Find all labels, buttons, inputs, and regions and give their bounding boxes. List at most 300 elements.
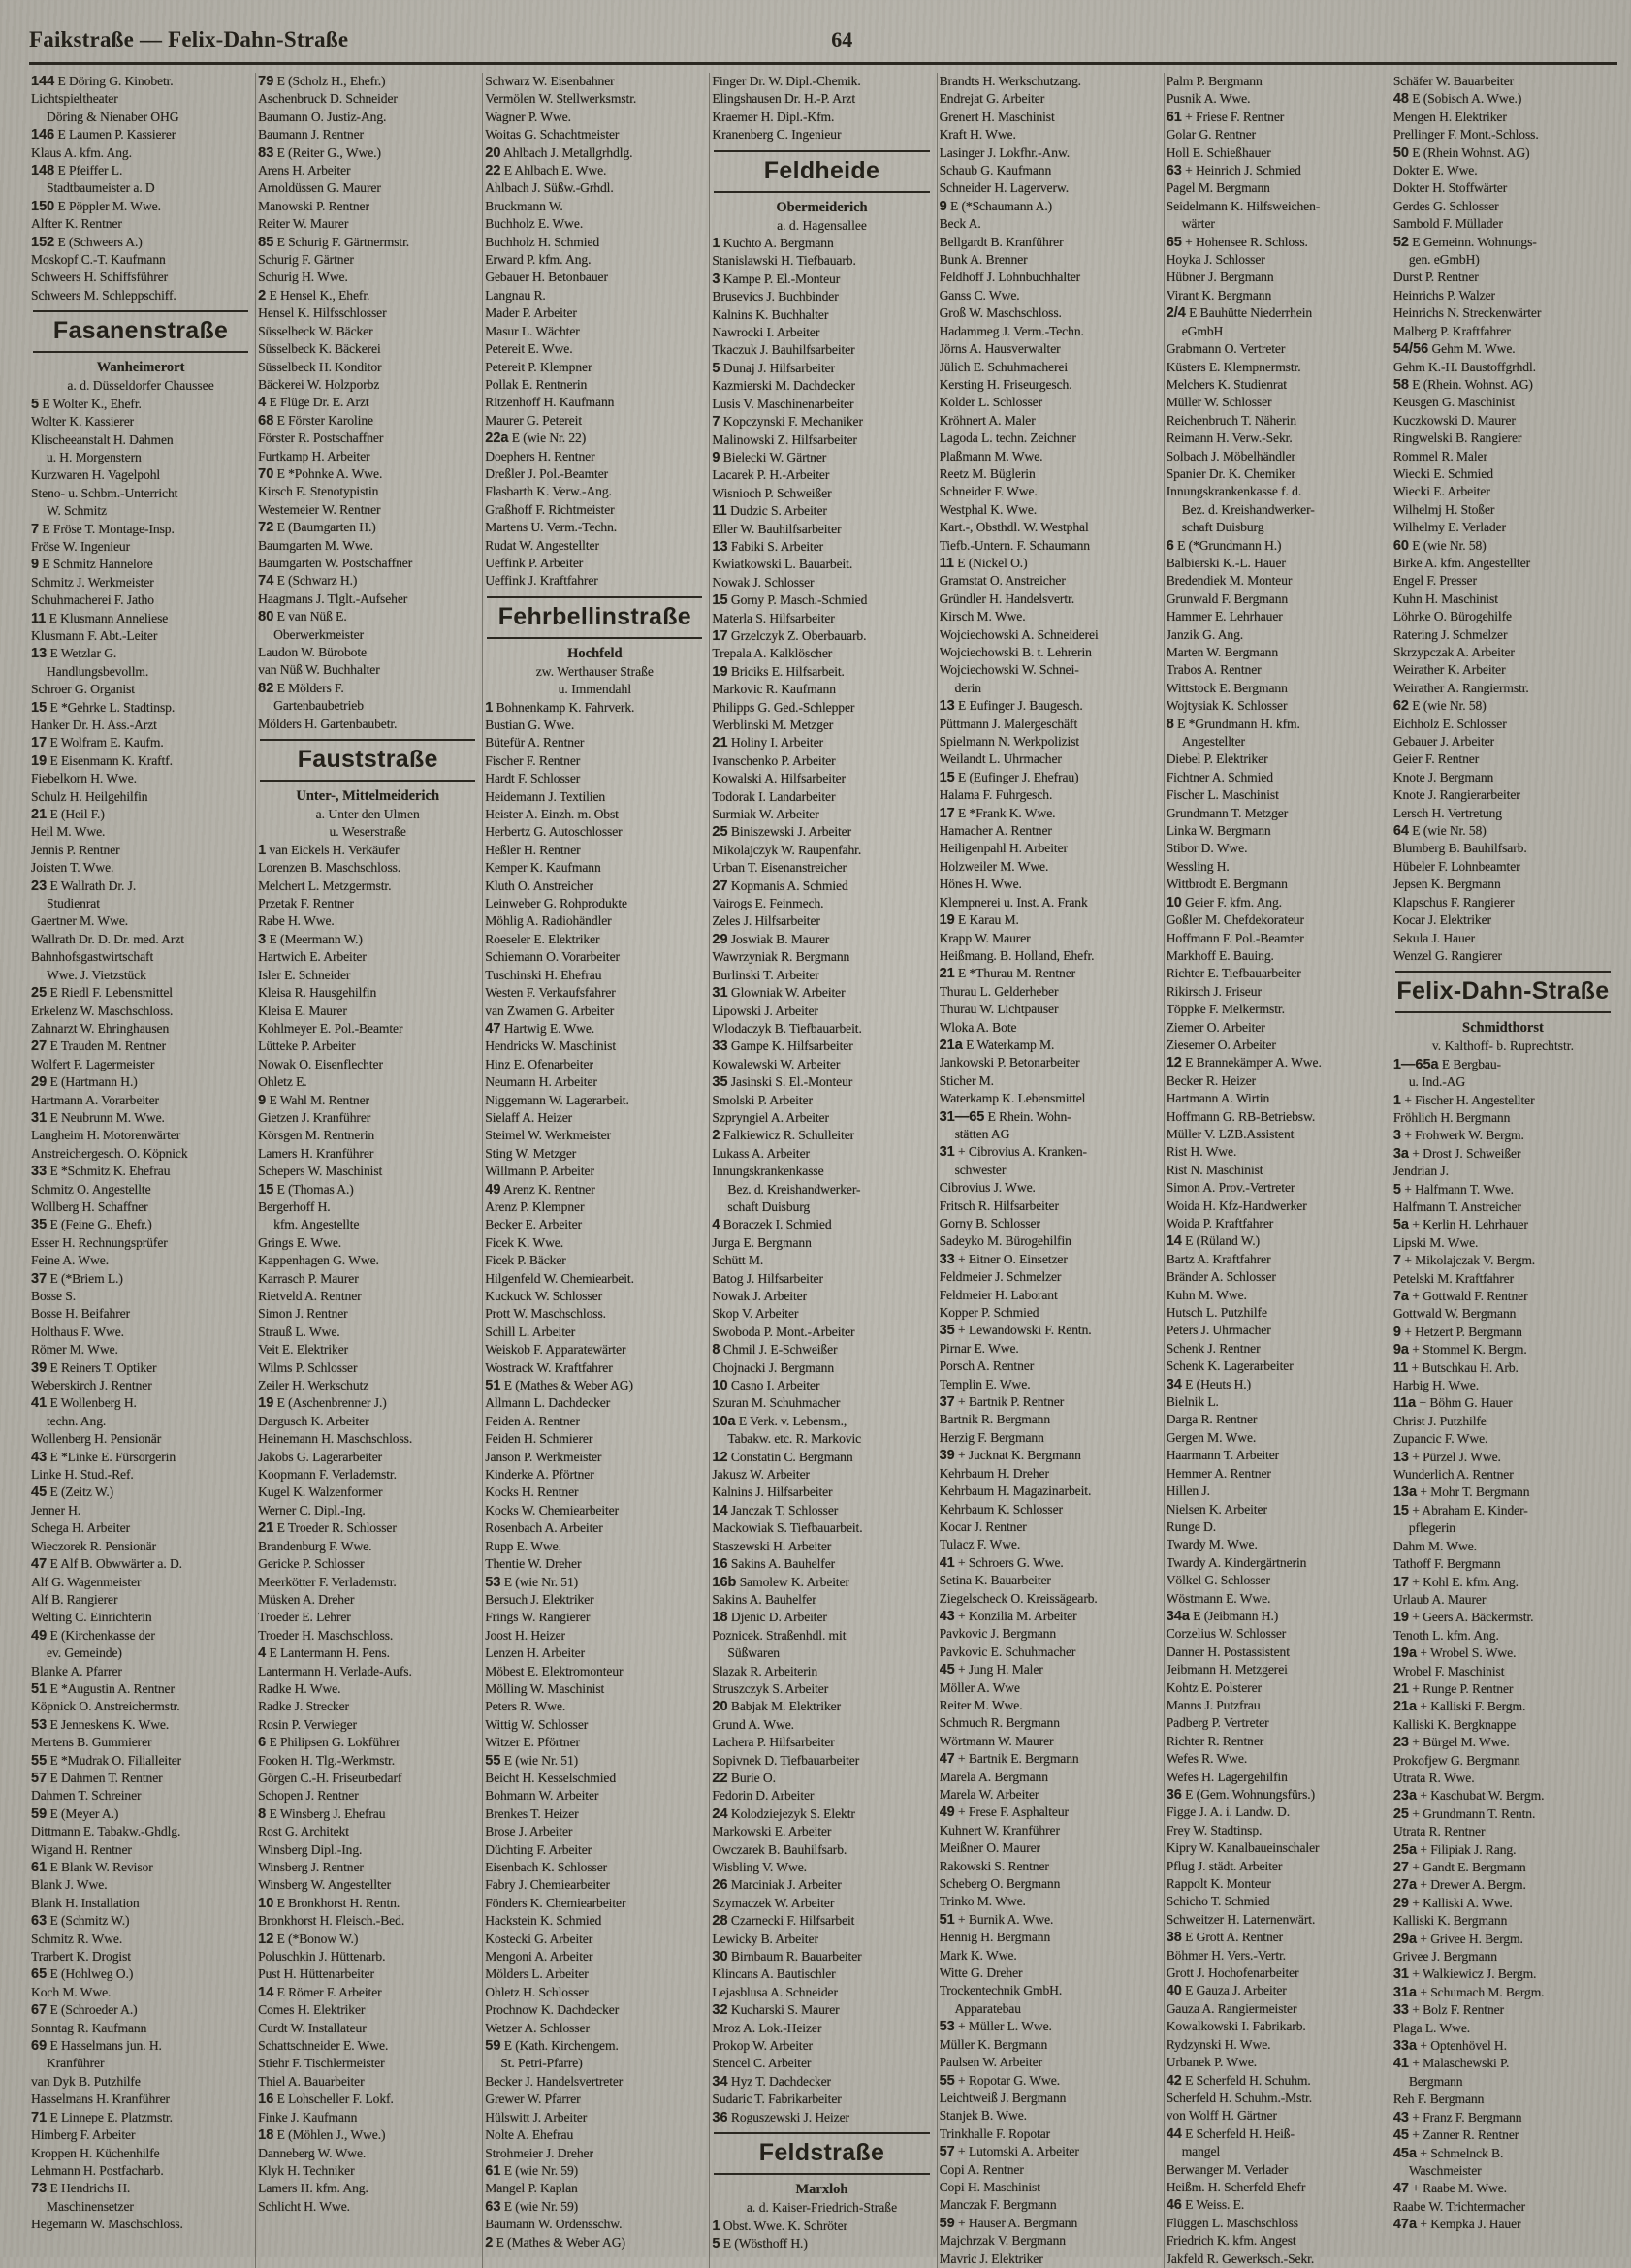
house-number: 5 <box>31 396 40 412</box>
entry-line: Feiden H. Schmierer <box>485 1431 593 1447</box>
entry-line: 2 E Hensel K., Ehefr. <box>258 287 370 303</box>
entry-line: Alfter K. Rentner <box>31 216 122 232</box>
entry-line: 69 E Hasselmans jun. H. <box>31 2038 162 2055</box>
entry-line: Schwarz W. Eisenbahner <box>485 74 615 88</box>
entry-line: Ziesemer O. Arbeiter <box>1166 1037 1276 1052</box>
entry-line: Mölders L. Arbeiter <box>485 1966 589 1982</box>
house-number: 65 <box>1166 234 1182 250</box>
house-number: 31—65 <box>939 1108 985 1125</box>
house-number: 29 <box>1392 1895 1409 1911</box>
entry-line: 11 + Butschkau H. Arb. <box>1392 1359 1519 1376</box>
house-number: 67 <box>31 2002 48 2019</box>
entry-line: 6 E Philipsen G. Lokführer <box>258 1735 400 1751</box>
entry-line: 11a + Böhm G. Hauer <box>1392 1395 1513 1412</box>
house-number: 2 <box>258 287 267 303</box>
house-number: 16 <box>258 2092 274 2108</box>
house-number: 59 <box>939 2215 955 2231</box>
entry-continuation: mangel <box>1181 2144 1221 2159</box>
entry-line: 37 E (*Briem L.) <box>31 1270 123 1287</box>
house-number: 10 <box>712 1378 728 1394</box>
entry-line: 43 + Franz F. Bergmann <box>1392 2109 1522 2125</box>
entry-line: Feldhoff J. Lohnbuchhalter <box>939 270 1081 285</box>
entry-line: Pavkovic J. Bergmann <box>939 1626 1057 1642</box>
entry-line: Copi H. Maschinist <box>939 2179 1040 2194</box>
house-number: 37 <box>31 1270 48 1287</box>
house-number: 1 <box>712 2218 720 2234</box>
house-number: 46 <box>1166 2197 1182 2214</box>
entry-line: Tathoff F. Bergmann <box>1392 1556 1501 1572</box>
entry-line: Spielmann N. Werkpolizist <box>939 734 1080 750</box>
entry-line: Wöstmann E. Wwe. <box>1166 1590 1271 1606</box>
street-location-note: a. d. Hagensallee <box>777 217 867 233</box>
house-number: 11 <box>712 503 727 520</box>
entry-line: Mangel P. Kaplan <box>485 2181 578 2196</box>
entry-line: 45 E (Zeitz W.) <box>31 1485 114 1501</box>
entry-line: Mikolajczyk W. Raupenfahr. <box>712 842 862 857</box>
entry-line: Trabos A. Rentner <box>1166 662 1262 678</box>
entry-line: Mengen H. Elektriker <box>1392 109 1507 124</box>
house-number: 41 <box>939 1554 955 1571</box>
entry-line: Nowak J. Arbeiter <box>712 1289 808 1303</box>
house-number: 7a <box>1392 1289 1409 1304</box>
entry-line: Diebel P. Elektriker <box>1166 751 1268 767</box>
street-location-note: a. d. Düsseldorfer Chaussee <box>67 378 214 394</box>
entry-line: Manowski P. Rentner <box>258 198 369 213</box>
entry-continuation: techn. Ang. <box>47 1413 107 1428</box>
entry-line: Mader P. Arbeiter <box>485 305 577 321</box>
house-number: 44 <box>1166 2125 1182 2142</box>
entry-line: Sonntag R. Kaufmann <box>31 2020 147 2035</box>
entry-line: Witzer E. Pförtner <box>485 1735 580 1750</box>
entry-line: Petereit P. Klempner <box>485 359 592 374</box>
street-location-note: v. Kalthoff- b. Ruprechtstr. <box>1431 1038 1574 1054</box>
entry-line: Grivee J. Bergmann <box>1392 1949 1497 1965</box>
entry-line: Mölling W. Maschinist <box>485 1680 605 1696</box>
house-number: 17 <box>1392 1574 1409 1590</box>
entry-line: 7 + Mikolajczak V. Bergm. <box>1392 1253 1536 1269</box>
entry-line: 31 + Cibrovius A. Kranken- <box>939 1144 1087 1161</box>
entry-line: Frey W. Stadtinsp. <box>1166 1822 1263 1837</box>
entry-line: Klempnerei u. Inst. A. Frank <box>939 894 1088 910</box>
entry-line: Thentie W. Dreher <box>485 1556 582 1572</box>
entry-line: Kwiatkowski L. Bauarbeit. <box>712 557 853 572</box>
entry-line: Bronkhorst H. Fleisch.-Bed. <box>258 1913 405 1929</box>
street-heading: Felix-Dahn-Straße <box>1395 971 1611 1013</box>
entry-line: Heißm. H. Scherfeld Ehefr <box>1166 2179 1306 2194</box>
entry-line: Görgen C.-H. Friseurbedarf <box>258 1770 402 1785</box>
house-number: 10a <box>712 1413 736 1429</box>
house-number: 47 <box>1392 2181 1409 2197</box>
house-number: 85 <box>258 234 274 250</box>
entry-continuation: Wwe. J. Vietzstück <box>47 967 146 982</box>
entry-line: 47 + Bartnik E. Bergmann <box>939 1751 1079 1768</box>
entry-line: Ohletz E. <box>258 1074 307 1090</box>
street-location-note: a. d. Kaiser-Friedrich-Straße <box>746 2200 898 2216</box>
house-number: 12 <box>258 1931 274 1947</box>
entry-line: Wrobel F. Maschinist <box>1392 1663 1505 1678</box>
entry-line: Völkel G. Schlosser <box>1166 1573 1270 1588</box>
entry-line: 46 E Weiss. E. <box>1166 2197 1245 2214</box>
entry-line: Bahnhofsgastwirtschaft <box>31 949 154 965</box>
house-number: 57 <box>939 2144 955 2160</box>
house-number: 9 <box>939 198 947 214</box>
entry-line: 74 E (Schwarz H.) <box>258 573 358 590</box>
entry-line: Langnau R. <box>485 287 546 303</box>
entry-line: 5 E (Wösthoff H.) <box>712 2235 808 2252</box>
entry-line: Stanislawski H. Tiefbauarb. <box>712 253 856 269</box>
house-number: 65 <box>31 1966 48 1983</box>
house-number: 48 <box>1392 91 1409 108</box>
entry-line: 2/4 E Bauhütte Niederrhein <box>1166 305 1313 322</box>
entry-line: Balbierski K.-L. Hauer <box>1166 555 1286 570</box>
entry-line: Lewicky B. Arbeiter <box>712 1931 818 1946</box>
entry-line: Hadammeg J. Verm.-Techn. <box>939 323 1084 338</box>
house-number: 21 <box>31 807 48 823</box>
entry-line: Rappolt K. Monteur <box>1166 1876 1271 1892</box>
house-number: 22 <box>485 163 501 179</box>
entry-line: 7 E Fröse T. Montage-Insp. <box>31 521 175 537</box>
entry-line: Vermölen W. Stellwerksmstr. <box>485 91 637 107</box>
entry-line: Haagmans J. Tlglt.-Aufseher <box>258 591 408 606</box>
entry-line: Schlicht H. Wwe. <box>258 2198 350 2214</box>
entry-line: Kröhnert A. Maler <box>939 412 1036 428</box>
entry-line: 7 Kopczynski F. Mechaniker <box>712 414 863 431</box>
entry-line: Bohmann W. Arbeiter <box>485 1788 599 1804</box>
entry-line: 5 E Wolter K., Ehefr. <box>31 396 142 412</box>
entry-line: Malinowski Z. Hilfsarbeiter <box>712 431 857 447</box>
entry-line: Bränder A. Schlosser <box>1166 1269 1276 1285</box>
house-number: 3 <box>1392 1128 1401 1144</box>
entry-line: Staszewski H. Arbeiter <box>712 1538 832 1553</box>
entry-line: Allmann L. Dachdecker <box>485 1395 611 1411</box>
entry-line: Kocks H. Rentner <box>485 1485 579 1500</box>
house-number: 18 <box>712 1610 728 1626</box>
entry-line: Marela A. Bergmann <box>939 1769 1048 1784</box>
house-number: 58 <box>1392 376 1409 393</box>
entry-line: Hanker Dr. H. Ass.-Arzt <box>31 718 157 732</box>
entry-line: Gebauer H. Betonbauer <box>485 270 608 285</box>
entry-line: Esser H. Rechnungsprüfer <box>31 1234 168 1250</box>
house-number: 23 <box>1392 1735 1409 1751</box>
entry-line: Materla S. Hilfsarbeiter <box>712 610 835 625</box>
entry-line: Brose J. Arbeiter <box>485 1824 573 1839</box>
entry-line: Prellinger F. Mont.-Schloss. <box>1392 127 1539 143</box>
house-number: 49 <box>31 1627 48 1644</box>
entry-line: 71 E Linnepe E. Platzmstr. <box>31 2109 173 2125</box>
entry-line: 17 E *Frank K. Wwe. <box>939 805 1056 821</box>
entry-line: Hasselmans H. Kranführer <box>31 2092 170 2107</box>
entry-line: 34a E (Jeibmann H.) <box>1166 1608 1279 1624</box>
entry-line: Kocar J. Rentner <box>939 1518 1027 1534</box>
entry-line: Kalliski K. Bergknappe <box>1392 1716 1517 1732</box>
entry-line: Lipowski J. Arbeiter <box>712 1003 818 1018</box>
entry-line: 49 Arenz K. Rentner <box>485 1181 595 1198</box>
directory-column <box>1165 73 1391 2268</box>
entry-line: Jurga E. Bergmann <box>712 1234 812 1250</box>
house-number: 31a <box>1392 1984 1418 2000</box>
house-number: 6 <box>258 1735 267 1751</box>
entry-line: 27 Kopmanis A. Schmied <box>712 878 848 894</box>
entry-line: 13 Fabiki S. Arbeiter <box>712 538 824 555</box>
district-subheading: Unter-, Mittelmeiderich <box>296 788 440 805</box>
house-number: 19 <box>712 663 728 680</box>
entry-line: Töppke F. Melkermstr. <box>1166 1002 1285 1017</box>
entry-line: 85 E Schurig F. Gärtnermstr. <box>258 234 410 250</box>
entry-line: von Wolff H. Gärtner <box>1166 2108 1277 2124</box>
house-number: 8 <box>1166 716 1174 732</box>
entry-line: 13 + Pürzel J. Wwe. <box>1392 1449 1501 1465</box>
entry-line: Ueffink P. Arbeiter <box>485 555 584 570</box>
entry-line: Kalnins J. Hilfsarbeiter <box>712 1485 833 1500</box>
house-number: 9 <box>31 557 40 573</box>
house-number: 25 <box>1392 1805 1409 1822</box>
page-number: 64 <box>831 27 853 51</box>
house-number: 24 <box>712 1805 728 1822</box>
entry-line: 19 + Geers A. Bäckermstr. <box>1392 1610 1534 1626</box>
entry-line: Wilhelmy E. Verlader <box>1392 520 1506 535</box>
entry-line: Fabry J. Chemiearbeiter <box>485 1877 610 1893</box>
entry-line: Isler E. Schneider <box>258 967 351 982</box>
entry-line: Zeiler H. Werkschutz <box>258 1378 369 1393</box>
entry-line: Fiebelkorn H. Wwe. <box>31 771 137 786</box>
entry-line: Erkelenz W. Maschschloss. <box>31 1003 174 1018</box>
entry-line: Eller W. Bauhilfsarbeiter <box>712 521 842 536</box>
entry-continuation: Studienrat <box>47 896 100 911</box>
entry-line: Jepsen K. Bergmann <box>1392 877 1501 892</box>
entry-line: Bergerhoff H. <box>258 1198 331 1214</box>
entry-line: Wolter K. Kassierer <box>31 414 135 430</box>
entry-line: Sambold F. Müllader <box>1392 216 1503 232</box>
house-number: 21 <box>258 1520 274 1537</box>
house-number: 51 <box>485 1378 501 1394</box>
entry-line: 36 Roguszewski J. Heizer <box>712 2109 849 2125</box>
house-number: 14 <box>1166 1233 1182 1250</box>
entry-line: Herbertz G. Autoschlosser <box>485 824 623 840</box>
entry-line: Kappenhagen G. Wwe. <box>258 1253 379 1268</box>
entry-line: Knote J. Bergmann <box>1392 769 1494 784</box>
entry-line: 44 E Scherfeld H. Heiß- <box>1166 2125 1295 2142</box>
entry-continuation: Maschinensetzer <box>47 2198 134 2214</box>
house-number: 45a <box>1392 2145 1418 2161</box>
entry-line: Rist N. Maschinist <box>1166 1162 1263 1177</box>
entry-line: 148 E Pfeiffer L. <box>31 163 123 179</box>
entry-line: Heißmang. B. Holland, Ehefr. <box>939 947 1095 963</box>
entry-line: 16b Samolew K. Arbeiter <box>712 1574 849 1590</box>
house-number: 18 <box>258 2127 274 2144</box>
entry-line: Koopmann F. Verlademstr. <box>258 1467 397 1483</box>
house-number: 63 <box>485 2198 501 2215</box>
house-number: 5 <box>1392 1181 1401 1198</box>
entry-continuation: St. Petri-Pfarre) <box>500 2056 583 2071</box>
entry-line: 9 E Wahl M. Rentner <box>258 1092 369 1108</box>
entry-line: Dittmann E. Tabakw.-Ghdlg. <box>31 1824 181 1839</box>
house-number: 27a <box>1392 1877 1418 1894</box>
entry-line: Paulsen W. Arbeiter <box>939 2055 1043 2070</box>
house-number: 14 <box>712 1502 728 1518</box>
entry-line: 21 Holiny I. Arbeiter <box>712 735 824 751</box>
entry-line: Reimann H. Verw.-Sekr. <box>1166 431 1293 446</box>
entry-line: Klyk H. Techniker <box>258 2162 355 2178</box>
house-number: 4 <box>712 1217 720 1233</box>
house-number: 25 <box>31 985 48 1002</box>
entry-line: Düchting F. Arbeiter <box>485 1841 592 1857</box>
entry-line: Reichenbruch T. Näherin <box>1166 412 1296 428</box>
entry-line: Heßler H. Rentner <box>485 842 581 857</box>
entry-line: Plaga L. Wwe. <box>1392 2020 1471 2035</box>
entry-continuation: Tabakw. etc. R. Markovic <box>727 1431 862 1447</box>
entry-line: Wittbrodt E. Bergmann <box>1166 877 1288 892</box>
entry-line: Lichtspieltheater <box>31 91 118 107</box>
house-number: 60 <box>1392 537 1409 554</box>
entry-line: Bütefür A. Rentner <box>485 735 585 751</box>
house-number: 33 <box>1392 2002 1409 2019</box>
entry-line: 35 E (Feine G., Ehefr.) <box>31 1217 152 1233</box>
entry-line: Schicho T. Schmied <box>1166 1894 1270 1909</box>
entry-line: Birke A. kfm. Angestellter <box>1392 555 1531 570</box>
entry-line: Wallrath Dr. D. Dr. med. Arzt <box>31 931 184 946</box>
entry-line: van Dyk B. Putzhilfe <box>31 2073 141 2089</box>
entry-line: Kugel K. Walzenformer <box>258 1485 383 1500</box>
entry-line: Hönes H. Wwe. <box>939 877 1022 892</box>
entry-line: Marten W. Bergmann <box>1166 645 1279 659</box>
entry-line: Jenner H. <box>31 1502 81 1517</box>
house-number: 57 <box>31 1770 48 1786</box>
entry-line: Bustian G. Wwe. <box>485 718 575 732</box>
entry-continuation: schwester <box>954 1162 1007 1177</box>
entry-line: Heister A. Einzh. m. Obst <box>485 807 619 822</box>
house-number: 40 <box>1166 1983 1182 1999</box>
entry-line: 51 + Burnik A. Wwe. <box>939 1911 1054 1928</box>
house-number: 79 <box>258 74 274 89</box>
house-number: 8 <box>258 1805 267 1822</box>
entry-line: Weirather A. Rangiermstr. <box>1392 680 1529 695</box>
entry-line: 10 Geier F. kfm. Ang. <box>1166 894 1282 910</box>
entry-line: Dreßler J. Pol.-Beamter <box>485 465 609 481</box>
entry-line: Grenert H. Maschinist <box>939 109 1055 124</box>
entry-line: Becker J. Handelsvertreter <box>485 2073 624 2089</box>
entry-line: Virant K. Bergmann <box>1166 287 1272 303</box>
house-number: 21a <box>939 1037 963 1053</box>
entry-line: 27a + Drewer A. Bergm. <box>1392 1877 1526 1894</box>
entry-line: Steno- u. Schbm.-Unterricht <box>31 485 178 500</box>
entry-line: 15 + Abraham E. Kinder- <box>1392 1502 1528 1518</box>
entry-line: Förster R. Postschaffner <box>258 431 384 446</box>
entry-line: Gottwald W. Bergmann <box>1392 1306 1517 1322</box>
entry-line: Bruckmann W. <box>485 198 563 213</box>
entry-line: Markowski E. Arbeiter <box>712 1824 832 1839</box>
entry-line: Reetz M. Büglerin <box>939 465 1036 481</box>
entry-continuation: Handlungsbevollm. <box>47 663 149 679</box>
house-number: 152 <box>31 234 55 250</box>
house-number: 13 <box>31 646 48 662</box>
entry-line: Slazak R. Arbeiterin <box>712 1663 818 1678</box>
entry-line: 15 Gorny P. Masch.-Schmied <box>712 592 868 609</box>
entry-line: Wiecki E. Arbeiter <box>1392 484 1490 499</box>
house-number: 11 <box>1392 1359 1409 1376</box>
entry-line: Kostecki G. Arbeiter <box>485 1931 593 1946</box>
entry-line: Nolte A. Ehefrau <box>485 2127 574 2143</box>
house-number: 31 <box>1392 1966 1409 1983</box>
house-number: 29 <box>31 1074 48 1091</box>
entry-line: Curdt W. Installateur <box>258 2020 367 2035</box>
house-number: 31 <box>31 1109 48 1126</box>
entry-line: 21a E Waterkamp M. <box>939 1037 1055 1053</box>
entry-line: 65 + Hohensee R. Schloss. <box>1166 234 1308 250</box>
entry-line: Sticher M. <box>939 1072 994 1088</box>
entry-line: Ahlbach J. Süßw.-Grhdl. <box>485 180 614 196</box>
house-number: 7 <box>712 414 720 431</box>
entry-line: Spanier Dr. K. Chemiker <box>1166 465 1295 481</box>
entry-line: 20 Babjak M. Elektriker <box>712 1699 841 1715</box>
entry-line: Lütteke P. Arbeiter <box>258 1038 356 1054</box>
entry-line: Holl E. Schießhauer <box>1166 144 1271 160</box>
entry-line: Jankowski P. Betonarbeiter <box>939 1055 1080 1070</box>
entry-line: Jakusz W. Arbeiter <box>712 1467 810 1483</box>
house-number: 11 <box>31 610 47 626</box>
entry-line: Philipps G. Ged.-Schlepper <box>712 699 855 715</box>
entry-line: Kohtz E. Polsterer <box>1166 1679 1262 1695</box>
house-number: 34 <box>712 2073 728 2090</box>
entry-line: 14 E (Rüland W.) <box>1166 1233 1260 1250</box>
entry-line: Stibor D. Wwe. <box>1166 841 1248 856</box>
entry-line: Figge J. A. i. Landw. D. <box>1166 1805 1291 1820</box>
entry-line: Laudon W. Bürobote <box>258 645 367 659</box>
entry-line: Blank J. Wwe. <box>31 1877 108 1893</box>
entry-line: Brusevics J. Buchbinder <box>712 289 839 304</box>
entry-line: Jennis P. Rentner <box>31 842 120 857</box>
entry-line: Corzelius W. Schlosser <box>1166 1626 1287 1642</box>
entry-line: Wigand H. Rentner <box>31 1841 132 1857</box>
entry-line: Berwanger M. Verlader <box>1166 2161 1289 2177</box>
entry-line: Hemmer A. Rentner <box>1166 1465 1271 1481</box>
house-number: 33 <box>939 1251 955 1267</box>
entry-line: Markhoff E. Bauing. <box>1166 947 1274 963</box>
entry-line: Brenkes T. Heizer <box>485 1805 579 1821</box>
entry-line: Cibrovius J. Wwe. <box>939 1180 1036 1196</box>
entry-line: 9a + Stommel K. Bergm. <box>1392 1342 1527 1358</box>
entry-line: 13a + Mohr T. Bergmann <box>1392 1485 1530 1501</box>
directory-column <box>938 73 1165 2268</box>
entry-line: Möller A. Wwe <box>939 1679 1020 1695</box>
entry-line: 22a E (wie Nr. 22) <box>485 431 587 447</box>
entry-line: Rosenbach A. Arbeiter <box>485 1520 603 1536</box>
entry-line: Klusmann F. Abt.-Leiter <box>31 627 158 643</box>
house-number: 52 <box>1392 234 1409 250</box>
entry-line: Comes H. Elektriker <box>258 2002 366 2018</box>
entry-line: Fischer L. Maschinist <box>1166 787 1279 803</box>
entry-line: 15 E *Gehrke L. Stadtinsp. <box>31 699 176 716</box>
entry-line: Klaus A. kfm. Ang. <box>31 144 132 160</box>
house-number: 71 <box>31 2109 48 2125</box>
entry-line: Hilgenfeld W. Chemiearbeit. <box>485 1270 634 1286</box>
entry-line: Ziegelscheck O. Kreissägearb. <box>939 1590 1098 1606</box>
entry-continuation: Bergmann <box>1408 2073 1463 2089</box>
house-number: 1 <box>1392 1092 1401 1108</box>
entry-line: 23 E Wallrath Dr. J. <box>31 878 137 894</box>
street-location-note: a. Unter den Ulmen <box>315 807 420 822</box>
entry-line: 60 E (wie Nr. 58) <box>1392 537 1487 554</box>
entry-line: Werner C. Dipl.-Ing. <box>258 1502 366 1517</box>
entry-line: Bartz A. Kraftfahrer <box>1166 1251 1271 1266</box>
entry-line: Troeder E. Lehrer <box>258 1610 351 1625</box>
entry-line: Kleisa R. Hausgehilfin <box>258 985 377 1001</box>
entry-line: 1 van Eickels H. Verkäufer <box>258 842 400 858</box>
entry-line: Holthaus F. Wwe. <box>31 1324 124 1339</box>
entry-line: Schulz H. Heilgehilfin <box>31 788 148 804</box>
entry-line: Feldmeier H. Laborant <box>939 1287 1058 1302</box>
entry-continuation: Waschmeister <box>1408 2162 1482 2178</box>
house-number: 21 <box>939 966 955 982</box>
